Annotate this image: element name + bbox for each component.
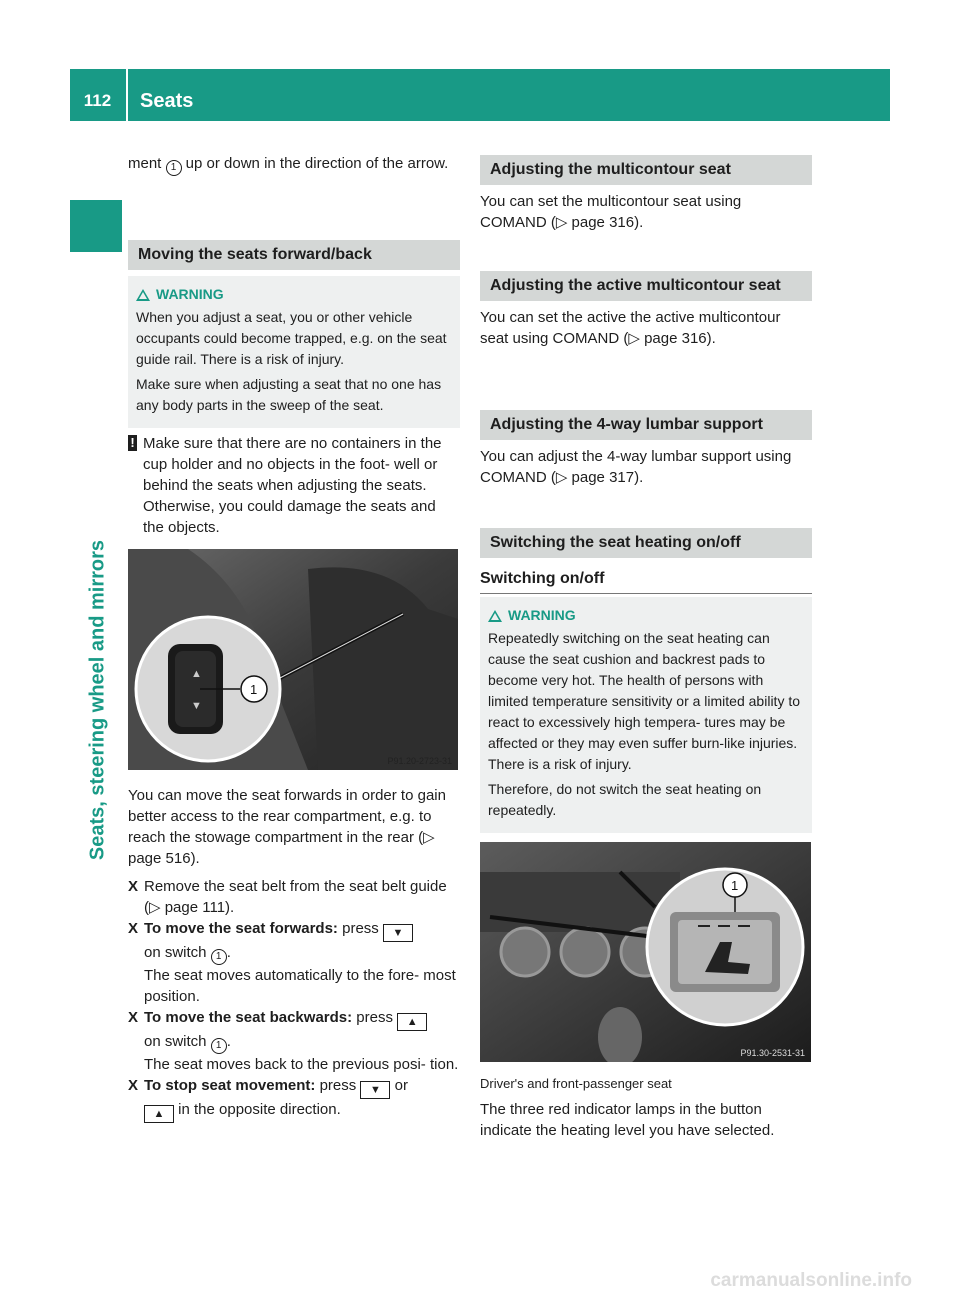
svg-text:1: 1 (250, 682, 258, 697)
step-text: press (337, 920, 383, 937)
up-key-icon: ▲ (397, 1013, 427, 1031)
page-title: Seats (140, 90, 194, 112)
section-heading: Adjusting the active multicontour seat (480, 271, 812, 301)
warning-text-2: Make sure when adjusting a seat that no one has any body parts in the sweep of the seat. (136, 376, 442, 413)
section-heading: Moving the seats forward/back (128, 240, 460, 270)
step-text: press (352, 1009, 398, 1026)
warning-title (488, 605, 804, 626)
svg-text:▲: ▲ (191, 668, 202, 680)
right-section-multicontour (480, 155, 812, 233)
left-notice (128, 433, 460, 538)
step-text: Remove the seat belt from the seat belt guide (▷ page 111). (144, 878, 447, 916)
notice-text: Make sure that there are no containers in the cup holder and no objects in the foot- well or behind the seats when adjusting the seats. Otherwise, you could damage the seats and the objects. (143, 435, 442, 536)
photo-caption: Driver's and front-passenger seat (480, 1076, 672, 1091)
seat-switch-illustration (128, 549, 458, 770)
photo-code: P91.30-2531-31 (740, 1048, 805, 1058)
warning-box (128, 276, 460, 428)
left-section-moving (128, 240, 460, 270)
step-item (128, 918, 460, 1007)
step-item (128, 876, 460, 918)
left-intro (128, 153, 460, 176)
callout-1-icon: 1 (166, 160, 182, 176)
right-section-heating (480, 528, 812, 594)
page-number: 112 (83, 91, 112, 110)
step-bold: To stop seat movement: (144, 1077, 316, 1094)
warning-triangle-icon (488, 610, 502, 622)
left-body (128, 785, 460, 869)
step-bold: To move the seat backwards: (144, 1009, 353, 1026)
warning-title (136, 284, 452, 305)
step-marker: X (128, 878, 139, 895)
watermark-url: carmanualsonline.info (710, 1270, 912, 1291)
body-text: You can set the multicontour seat using COMAND (▷ page 316). (480, 193, 742, 231)
section-heading: Switching the seat heating on/off (480, 528, 812, 558)
callout-1-icon: 1 (211, 1038, 227, 1054)
header-divider (126, 69, 128, 121)
intro-text-a: ment (128, 155, 166, 172)
right-warning-box (480, 597, 812, 833)
step-item (128, 1075, 460, 1123)
warning-text-1: Repeatedly switching on the seat heating can cause the seat cushion and backrest pads to become very hot. The health of persons with limited temperature sensitivity or a limited ability to react to excessively high tempera- tures may be affected or they may even suffer burn-like injuries. There is a risk of injury. (488, 630, 801, 772)
step-text: press (315, 1077, 361, 1094)
step-bold: To move the seat forwards: (144, 920, 338, 937)
step-item (128, 1007, 460, 1075)
down-key-icon: ▼ (383, 924, 413, 942)
body-text: You can set the active the active multicontour seat using COMAND (▷ page 316). (480, 309, 781, 347)
left-steps (128, 876, 460, 1123)
warning-text-2: Therefore, do not switch the seat heating on repeatedly. (488, 781, 762, 818)
right-final-body (480, 1099, 812, 1141)
warning-title-text: WARNING (508, 607, 576, 623)
svg-text:▼: ▼ (191, 700, 202, 712)
left-warning-box (128, 276, 460, 428)
step-text: or (390, 1077, 408, 1094)
down-key-icon: ▼ (360, 1081, 390, 1099)
step-text: . (226, 944, 231, 961)
body-text: You can move the seat forwards in order to gain better access to the rear compartment, e.g. to reach the stowage compartment in the rear (▷ page 516). (128, 787, 446, 867)
right-section-active-multicontour (480, 271, 812, 349)
section-heading: Adjusting the multicontour seat (480, 155, 812, 185)
subheading: Switching on/off (480, 568, 812, 594)
step-marker: X (128, 920, 139, 937)
svg-text:1: 1 (731, 878, 739, 893)
photo-code: P91.20-2723-31 (387, 756, 452, 766)
step-marker: X (128, 1009, 139, 1026)
step-marker: X (128, 1077, 139, 1094)
sidebar-label-text: Seats, steering wheel and mirrors (86, 539, 109, 861)
callout-1-icon: 1 (211, 949, 227, 965)
body-text: The three red indicator lamps in the button indicate the heating level you have selected. (480, 1101, 775, 1139)
warning-box (480, 597, 812, 833)
step-text: . (226, 1033, 231, 1050)
section-heading: Adjusting the 4-way lumbar support (480, 410, 812, 440)
notice-exclamation-icon: ! (128, 435, 137, 451)
step-text: in the opposite direction. (174, 1101, 341, 1118)
seat-switch-photo (128, 549, 458, 770)
step-text: The seat moves back to the previous posi- tion. (144, 1056, 459, 1073)
warning-text-1: When you adjust a seat, you or other vehicle occupants could become trapped, e.g. on the seat guide rail. There is a risk of injury. (136, 309, 447, 367)
warning-title-text: WARNING (156, 286, 224, 302)
step-text: on switch (144, 1033, 211, 1050)
step-text: The seat moves automatically to the fore- most position. (144, 967, 456, 1005)
right-section-lumbar (480, 410, 812, 488)
up-key-icon: ▲ (144, 1105, 174, 1123)
seat-heating-illustration (480, 842, 811, 1062)
warning-triangle-icon (136, 289, 150, 301)
sidebar-block (70, 200, 122, 252)
seat-heating-photo (480, 842, 811, 1062)
body-text: You can adjust the 4-way lumbar support using COMAND (▷ page 317). (480, 448, 792, 486)
intro-text-b: up or down in the direction of the arrow. (181, 155, 449, 172)
step-text: on switch (144, 944, 211, 961)
